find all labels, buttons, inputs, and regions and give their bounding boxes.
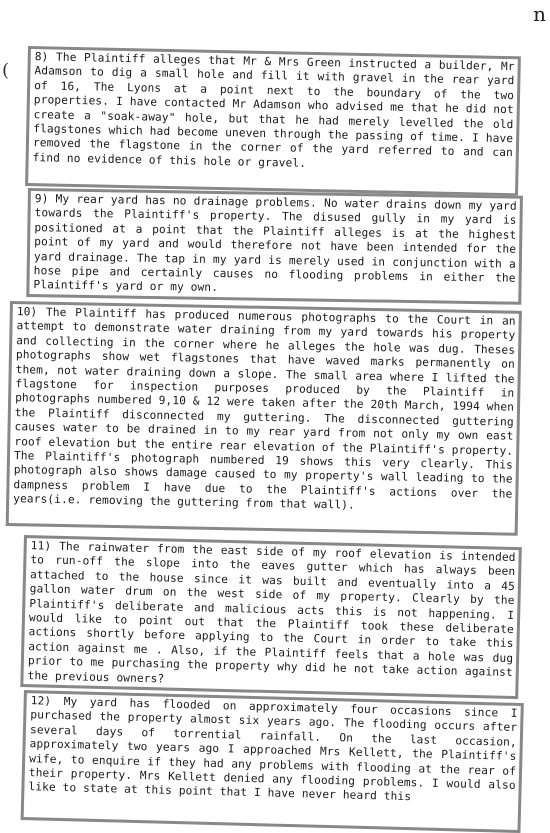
paragraph-12-text: 12) My yard has flooded on approximately four occasions since I purchased the property almost six years ago. The flooding occurs after several days of torrential rainfall. On the last occasion, approximately two years ago I approached Mrs Kellett, the Plaintiff's wife, to enquire if they had any problems with flooding at the rear of their property. Mrs Kellett denied any flooding problems. I would also like to state at this point that I have never heard this [28, 694, 518, 804]
paragraph-9-box [26, 188, 523, 305]
paragraph-8-box [25, 46, 521, 196]
paragraph-8-text: 8) The Plaintiff alleges that Mr & Mrs Green instructed a builder, Mr Adamson to dig a small hole and fill it with gravel in the rear yard of 16, The Lyons at a point next to the boundary of the two properties. I have contacted Mr Adamson who advised me that he did not create a "soak-away" hole, but that he had merely levelled the old flagstones which had become uneven through the passing of time. I have removed the flagstone in the corner of the yard referred to and can find no evidence of this hole or gravel. [32, 50, 515, 170]
paragraph-11-text: 11) The rainwater from the east side of my roof elevation is intended to run-off the slope into the eaves gutter which has always been attached to the house since it was built and eventually into a 45 gallon water drum on the west side of my property. Clearly by the Plaintiff's deliberate and malicious acts this is not happening. I would like to point out that the Plaintiff took these deliberate actions shortly before applying to the Court in order to take this action against me . Also, if the Plaintiff feels that a hole was dug prior to me purchasing the property why did he not take action against the previous owners? [27, 539, 516, 686]
paragraph-9-text: 9) My rear yard has no drainage problems. No water drains down my yard towards the Plaintiff's property. The disused gully in my yard is positioned at a point that the Plaintiff alleges is at the highest point of my yard and would therefore not have been intended for the yard drainage. The tap in my yard is merely used in conjunction with a hose pipe and certainly causes no flooding problems in either the Plaintiff's yard or my own. [33, 192, 517, 295]
paragraph-10-box [6, 301, 522, 536]
paragraph-11-box [20, 535, 522, 699]
margin-mark: ( [2, 60, 10, 81]
page-number: n [533, 2, 546, 26]
paragraph-10-text: 10) The Plaintiff has produced numerous photographs to the Court in an attempt to demonstrate water draining from my yard towards his property and collecting in the corner where he alleges the hole was dug. Theses photographs show wet flagstones that have waved marks permanently on them, not water draining down a slope. The small area where I lifted the flagstone for inspection purposes produced by the Plaintiff in photographs numbered 9,10 & 12 were taken after the 20th March, 1994 when the Plaintiff disconnected my guttering. The disconnected guttering causes water to be drained in to my rear yard from not only my own east roof elevation but the entire rear elevation of the Plaintiff's property. The Plaintiff's photograph numbered 19 shows this very clearly. This photograph also shows damage caused to my property's wall leading to the dampness problem I have due to the Plaintiff's actions over the years(i.e. removing the guttering from that wall). [13, 305, 516, 512]
